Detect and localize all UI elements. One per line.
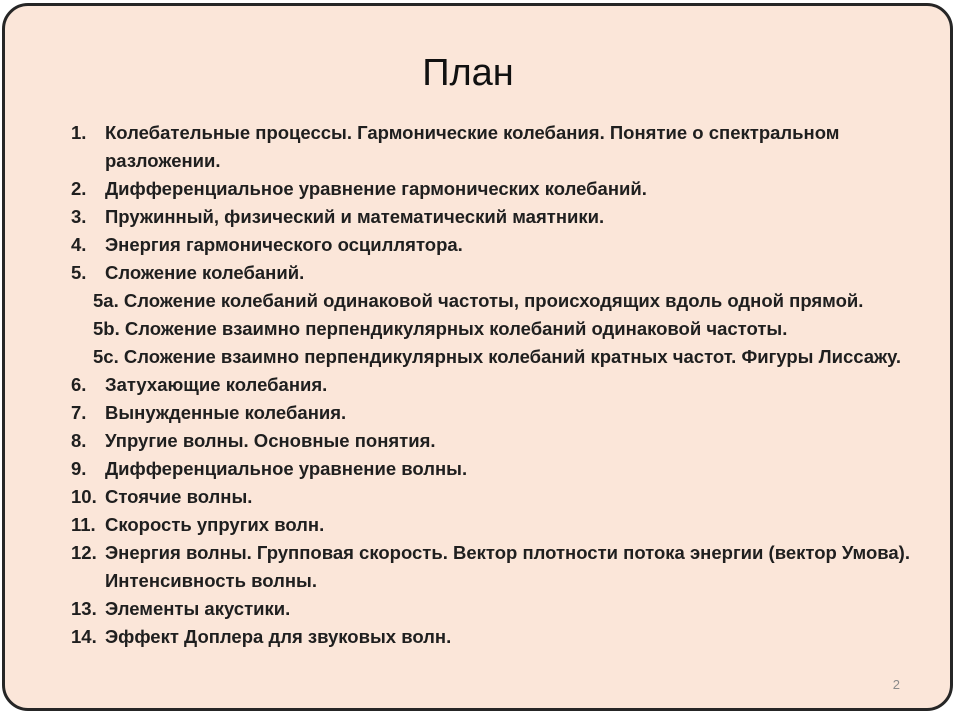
- item-number: 13.: [71, 598, 97, 619]
- item-text: Сложение колебаний.: [105, 262, 305, 283]
- item-number: 7.: [71, 402, 87, 423]
- item-number: 5.: [71, 262, 87, 283]
- list-item: [71, 203, 931, 231]
- plan-list: [71, 119, 931, 651]
- item-number: 11.: [71, 514, 96, 535]
- item-number: 4.: [71, 234, 87, 255]
- item-number: 12.: [71, 542, 97, 563]
- item-text: Энергия волны. Групповая скорость. Вектор плотности потока энергии (вектор Умова). Интенсивность волны.: [105, 542, 910, 591]
- item-text: Пружинный, физический и математический маятники.: [105, 206, 605, 227]
- item-number: 3.: [71, 206, 87, 227]
- list-item: [71, 483, 931, 511]
- item-number: 6.: [71, 374, 87, 395]
- item-text: Упругие волны. Основные понятия.: [105, 430, 436, 451]
- page-title: План: [422, 52, 514, 94]
- item-text: Эффект Доплера для звуковых волн.: [105, 626, 452, 647]
- item-number: 8.: [71, 430, 87, 451]
- item-text: Затухающие колебания.: [105, 374, 328, 395]
- item-number: 1.: [71, 122, 87, 143]
- list-item: [71, 231, 931, 259]
- list-item: [71, 595, 931, 623]
- item-text: 5c. Сложение взаимно перпендикулярных колебаний кратных частот. Фигуры Лиссажу.: [93, 346, 901, 367]
- slide: [2, 3, 953, 711]
- item-text: Скорость упругих волн.: [105, 514, 325, 535]
- item-text: Колебательные процессы. Гармонические колебания. Понятие о спектральном разложении.: [105, 122, 840, 171]
- item-text: Стоячие волны.: [105, 486, 253, 507]
- sub-list-item: [71, 343, 931, 371]
- list-item: [71, 399, 931, 427]
- sub-list-item: [71, 287, 931, 315]
- list-item: [71, 259, 931, 287]
- item-number: 14.: [71, 626, 97, 647]
- item-text: 5a. Сложение колебаний одинаковой частоты, происходящих вдоль одной прямой.: [93, 290, 864, 311]
- item-text: Элементы акустики.: [105, 598, 291, 619]
- item-number: 2.: [71, 178, 87, 199]
- item-text: Дифференциальное уравнение волны.: [105, 458, 468, 479]
- item-text: Энергия гармонического осциллятора.: [105, 234, 463, 255]
- sub-list-item: [71, 315, 931, 343]
- page-number: 2: [892, 677, 900, 692]
- list-item: [71, 119, 931, 175]
- list-item: [71, 427, 931, 455]
- item-text: Дифференциальное уравнение гармонических колебаний.: [105, 178, 647, 199]
- item-number: 10.: [71, 486, 97, 507]
- item-text: 5b. Сложение взаимно перпендикулярных колебаний одинаковой частоты.: [93, 318, 788, 339]
- list-item: [71, 623, 931, 651]
- item-number: 9.: [71, 458, 87, 479]
- list-item: [71, 539, 931, 595]
- list-item: [71, 511, 931, 539]
- item-text: Вынужденные колебания.: [105, 402, 347, 423]
- list-item: [71, 175, 931, 203]
- list-item: [71, 455, 931, 483]
- list-item: [71, 371, 931, 399]
